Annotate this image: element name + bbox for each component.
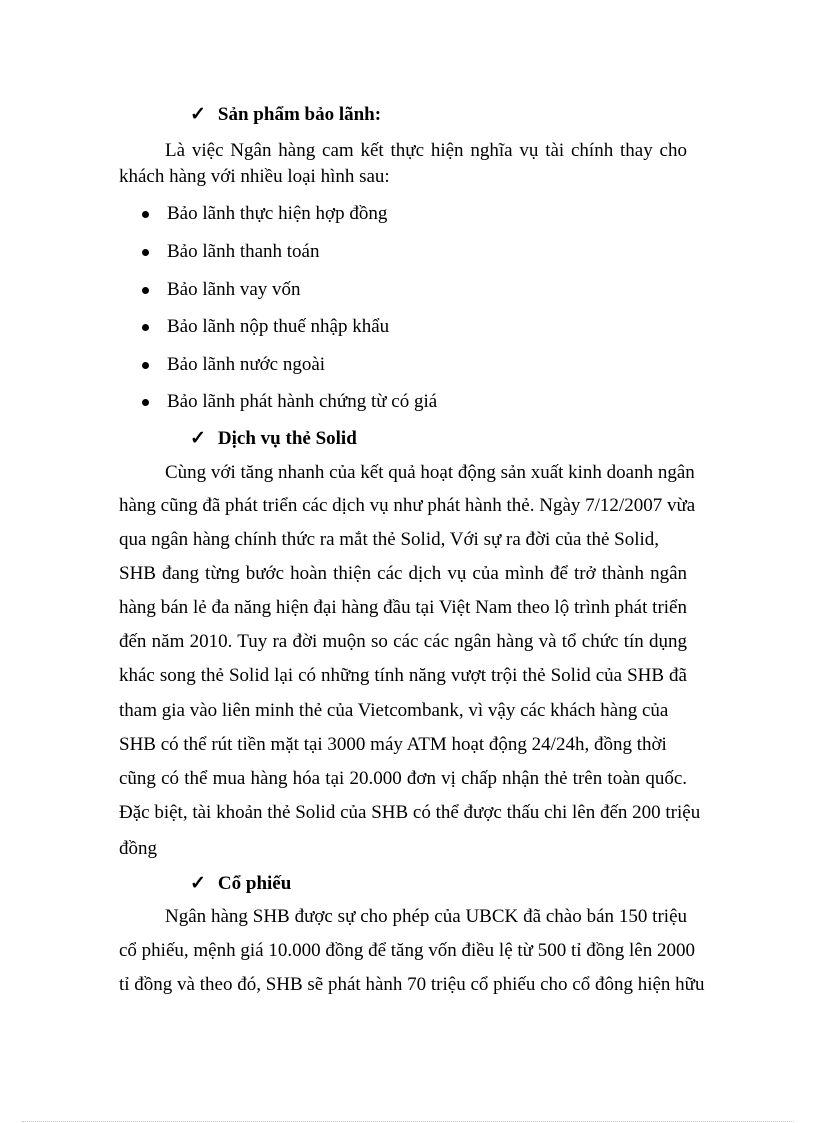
paragraph-line: tham gia vào liên minh thẻ của Vietcombank, vì vậy các khách hàng của <box>119 700 669 721</box>
paragraph-line: tỉ đồng và theo đó, SHB sẽ phát hành 70 triệu cổ phiếu cho cổ đông hiện hữu <box>119 974 705 995</box>
paragraph-line: Đặc biệt, tài khoản thẻ Solid của SHB có thể được thấu chi lên đến 200 triệu <box>119 802 701 823</box>
paragraph-line: đến năm 2010. Tuy ra đời muộn so các các ngân hàng và tổ chức tín dụng <box>119 631 687 652</box>
check-icon: ✓ <box>190 428 206 449</box>
list-item-text: Bảo lãnh vay vốn <box>167 279 301 300</box>
list-item-text: Bảo lãnh thực hiện hợp đồng <box>167 203 388 224</box>
guarantee-heading <box>190 103 381 126</box>
paragraph-line: Là việc Ngân hàng cam kết thực hiện nghĩa vụ tài chính thay cho <box>165 140 687 161</box>
stock-heading-text: Cổ phiếu <box>217 873 292 894</box>
bullet-icon <box>142 287 149 294</box>
card-heading-text: Dịch vụ thẻ Solid <box>217 428 357 449</box>
list-item-text: Bảo lãnh nước ngoài <box>167 354 326 375</box>
bullet-icon <box>142 211 149 218</box>
paragraph-line: cũng có thể mua hàng hóa tại 20.000 đơn vị chấp nhận thẻ trên toàn quốc. <box>119 768 687 789</box>
paragraph-line: Ngân hàng SHB được sự cho phép của UBCK đã chào bán 150 triệu <box>165 906 687 927</box>
paragraph-line: SHB có thể rút tiền mặt tại 3000 máy ATM hoạt động 24/24h, đồng thời <box>119 734 667 755</box>
check-icon: ✓ <box>190 873 206 894</box>
paragraph-line: hàng bán lẻ đa năng hiện đại hàng đầu tại Việt Nam theo lộ trình phát triển <box>119 597 687 618</box>
list-item-text: Bảo lãnh thanh toán <box>167 241 320 262</box>
bullet-icon <box>142 249 149 256</box>
paragraph-line: khách hàng với nhiều loại hình sau: <box>119 166 390 187</box>
bullet-icon <box>142 399 149 406</box>
paragraph-line: qua ngân hàng chính thức ra mắt thẻ Solid, Với sự ra đời của thẻ Solid, <box>119 529 660 550</box>
list-item-text: Bảo lãnh phát hành chứng từ có giá <box>167 391 438 412</box>
card-heading <box>190 427 357 450</box>
paragraph-line: khác song thẻ Solid lại có những tính năng vượt trội thẻ Solid của SHB đã <box>119 665 687 686</box>
list-item-text: Bảo lãnh nộp thuế nhập khẩu <box>167 316 390 337</box>
check-icon: ✓ <box>190 104 206 125</box>
paragraph-line: hàng cũng đã phát triển các dịch vụ như phát hành thẻ. Ngày 7/12/2007 vừa <box>119 495 696 516</box>
paragraph-line: đồng <box>119 838 157 859</box>
paragraph-line: SHB đang từng bước hoàn thiện các dịch vụ của mình để trở thành ngân <box>119 563 687 584</box>
paragraph-line: cổ phiếu, mệnh giá 10.000 đồng để tăng vốn điều lệ từ 500 tỉ đồng lên 2000 <box>119 940 695 961</box>
page-footer-divider <box>22 1121 794 1122</box>
paragraph-line: Cùng với tăng nhanh của kết quả hoạt động sản xuất kinh doanh ngân <box>165 462 695 483</box>
stock-heading <box>190 872 291 895</box>
bullet-icon <box>142 362 149 369</box>
guarantee-heading-text: Sản phẩm bảo lãnh: <box>217 104 382 125</box>
bullet-icon <box>142 324 149 331</box>
